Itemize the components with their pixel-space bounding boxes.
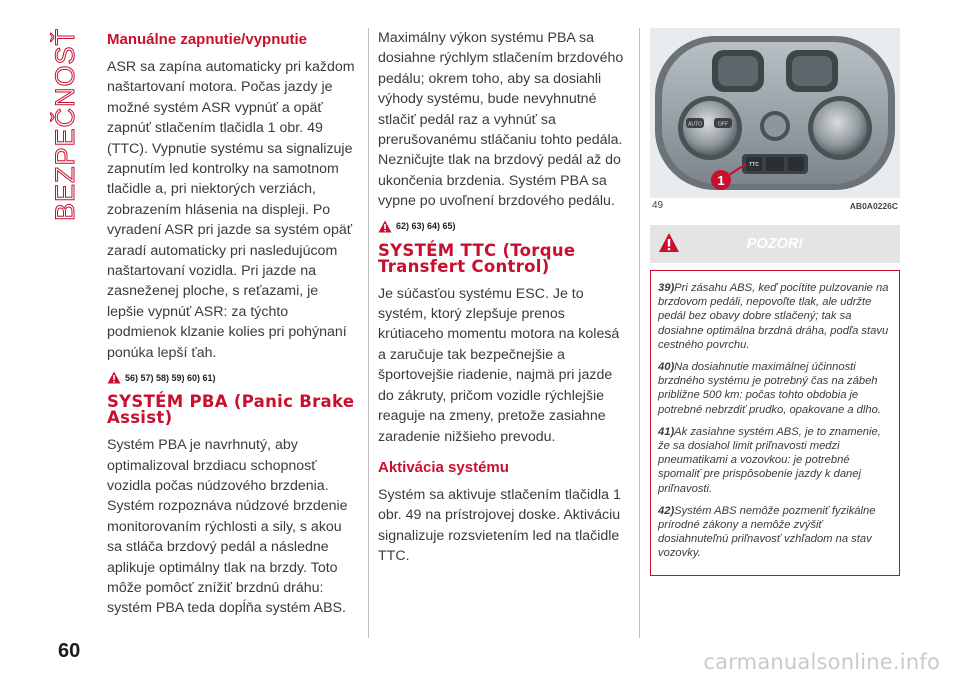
figure-dashboard-controls: [650, 28, 900, 198]
ttc-paragraph: Je súčasťou systému ESC. Je to systém, ktorý zlepšuje prenos krútiaceho momentu motora na kolesá a zaručuje tak bezpečnejšie a športovejšie riadenie, najmä pri jazde do zákruty, pričom vozidle rýchlejšie reaguje na zmeny, pretože zasiahne zaradenie nižšieho prevodu.: [378, 285, 620, 445]
column-2: [378, 28, 630, 567]
note-number: 39): [658, 282, 675, 294]
warning-note: [658, 360, 892, 417]
note-number: 42): [658, 504, 675, 517]
activation-paragraph: Systém sa aktivuje stlačením tlačidla 1 obr. 49 na prístrojovej doske. Aktiváciu signalizuje rozsvietením led na tlačidle TTC.: [378, 486, 621, 565]
warning-note: [658, 504, 892, 561]
section-side-tab: [50, 28, 90, 222]
pba-paragraph: Systém PBA je navrhnutý, aby optimalizoval brzdiacu schopnosť vozidla počas núdzového brzdenia. Systém rozpoznáva núdzové brzdenie monitorovaním rýchlosti a sily, s akou sa stláča brzdový pedál a následne aplikuje optimálny tlak na brzdy. Toto môže pomôcť znížiť brzdnú dráhu: systém PBA teda dopĺňa systém ABS.: [107, 437, 348, 617]
warning-triangle-icon: [378, 220, 392, 233]
asr-paragraph: ASR sa zapína automaticky pri každom naštartovaní motora. Počas jazdy je možné systém ASR vypnúť a opäť zapnúť stlačením tlačidla 1 obr. 49 (TTC). Vypnutie systému sa signalizuje zapnutím led kontrolky na samotnom tlačidle a, pri niektorých verziách, zobrazením hlásenia na displeji. Po vyradení ASR pri jazde sa systém opäť zaradí automaticky pri nasledujúcom naštartovaní vozidla. Pri jazde na zasneženej ploche, s reťazami, je lepšie vypnúť ASR: za týchto podmienok klzanie kolies pri pohýnaní ponúka lepší ťah.: [107, 59, 355, 361]
ttc-button-label: TTC: [749, 162, 759, 168]
figure-code: AB0A0226C: [849, 201, 898, 211]
warning-refs-row: [378, 220, 630, 233]
subheading-manual-toggle: Manuálne zapnutie/vypnutie: [107, 31, 308, 48]
off-button-label: OFF: [718, 121, 728, 128]
callout-number: 1: [717, 173, 725, 188]
warning-notes-box: [650, 270, 900, 576]
warning-triangle-icon: [107, 371, 121, 384]
side-tab-label: BEZPEČNOSŤ: [50, 28, 80, 222]
watermark: carmanualsonline.info: [703, 650, 940, 674]
note-number: 40): [658, 361, 675, 374]
column-3: [650, 28, 900, 576]
column-divider: [639, 28, 640, 638]
dashboard-illustration: [650, 28, 900, 198]
subheading-activation: Aktivácia systému: [378, 458, 509, 476]
section-title-ttc: SYSTÉM TTC (Torque Transfert Control): [378, 240, 576, 276]
warning-note: [658, 425, 892, 496]
section-title-pba: SYSTÉM PBA (Panic Brake Assist): [107, 392, 355, 428]
pba-performance-paragraph: Maximálny výkon systému PBA sa dosiahne rýchlym stlačením brzdového pedálu; okrem toho, aby sa dosiahli výhody systému, bude nevyhnutné stlačiť pedál raz a vyhnúť sa prerušovanému stláčaniu tohto pedála. Nezničujte tlak na brzdový pedál až do ukončenia brzdenia. Systém PBA sa vypne po uvoľnení brzdového pedálu.: [378, 30, 624, 210]
figure-caption: [650, 200, 900, 211]
warning-refs: 62) 63) 64) 65): [396, 221, 456, 232]
note-text: Pri zásahu ABS, keď pocítite pulzovanie na brzdovom pedáli, nepovoľte tlak, ale udržte pedál bez obavy dobre stlačený; tak sa dosiahne optimálna brzdná dráha, podľa stavu cestného povrchu.: [658, 282, 889, 351]
figure-number: 49: [652, 200, 664, 211]
warning-refs: 56) 57) 58) 59) 60) 61): [125, 372, 216, 383]
note-text: Systém ABS nemôže pozmeniť fyzikálne prírodné zákony a nemôže zvýšiť dosiahnuteľnú priľnavosť vzhľadom na stav vozovky.: [658, 504, 876, 560]
warning-title: POZOR!: [746, 236, 804, 252]
note-text: Na dosiahnutie maximálnej účinnosti brzdného systému je potrebný čas na zábeh približne 500 km: počas tohto obdobia je potrebné nebrzdiť prudko, opakovane a dlho.: [658, 361, 881, 416]
note-number: 41): [658, 425, 675, 438]
warning-banner: [650, 225, 900, 263]
auto-button-label: AUTO: [688, 121, 702, 128]
column-1: [107, 28, 357, 619]
note-text: Ak zasiahne systém ABS, je to znamenie, že sa dosiahol limit priľnavosti medzi pneumatikami a vozovkou: je potrebné spomaliť pre prispôsobenie jazdy k danej priľnavosti.: [658, 425, 881, 495]
warning-refs-row: [107, 371, 357, 384]
page-number: 60: [58, 640, 81, 662]
warning-note: [658, 281, 892, 352]
column-divider: [368, 28, 369, 638]
warning-triangle-icon: [658, 232, 680, 254]
